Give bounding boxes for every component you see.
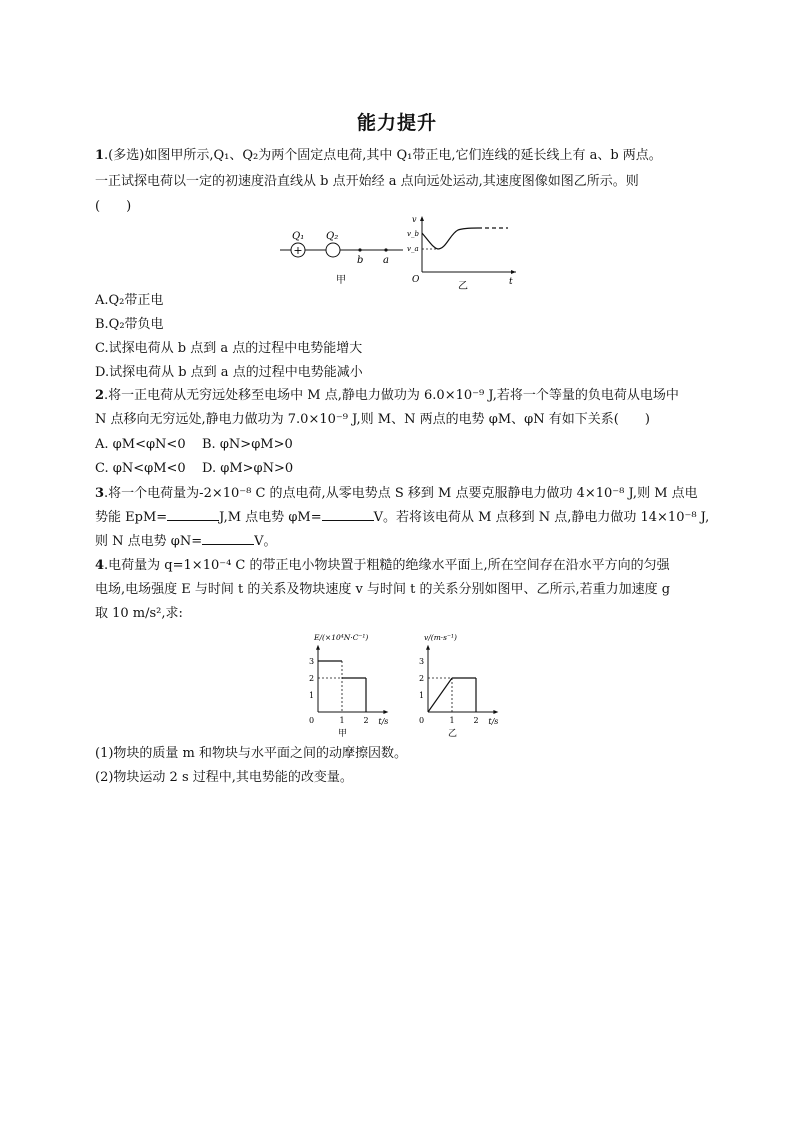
yi-ytick-3: 3 bbox=[419, 657, 425, 666]
yi-xtick-1: 1 bbox=[449, 716, 455, 725]
yi-ylabel: v/(m·s⁻¹) bbox=[424, 633, 457, 642]
q3-blank-phim[interactable] bbox=[322, 508, 374, 521]
q1-figure-jia bbox=[278, 225, 408, 290]
yi-vb-label: v_b bbox=[407, 230, 419, 238]
q2-option-b: B. φN>φM>0 bbox=[202, 437, 293, 452]
jia-caption: 甲 bbox=[338, 729, 348, 739]
yi-ytick-1: 1 bbox=[419, 691, 425, 700]
yi-ytick-2: 2 bbox=[419, 674, 425, 683]
q4-chart-yi bbox=[408, 630, 508, 740]
yi-xlabel: t/s bbox=[488, 717, 499, 726]
yi-caption: 乙 bbox=[448, 729, 458, 739]
q3-text1: .将一个电荷量为-2×10⁻⁸ C 的点电荷,从零电势点 S 移到 M 点要克服静电力做功 4×10⁻⁸ J,则 M 点电 bbox=[104, 486, 698, 501]
q2-option-c: C. φN<φM<0 bbox=[95, 461, 186, 476]
jia-ytick-1: 1 bbox=[309, 691, 315, 700]
q2-option-a: A. φM<φN<0 bbox=[95, 437, 186, 452]
q4-sub1: (1)物块的质量 m 和物块与水平面之间的动摩擦因数。 bbox=[95, 746, 408, 761]
jia-xtick-1: 1 bbox=[339, 716, 345, 725]
jia-ytick-2: 2 bbox=[309, 674, 315, 683]
page-title: 能力提升 bbox=[356, 112, 437, 134]
q3-line1 bbox=[95, 484, 698, 504]
q3-number: 3 bbox=[95, 486, 105, 501]
q4-chart-jia bbox=[298, 630, 398, 740]
q3-blank-phin[interactable] bbox=[202, 532, 254, 545]
q2-line1 bbox=[95, 386, 679, 406]
point-a bbox=[384, 248, 387, 251]
q4-text1: .电荷量为 q=1×10⁻⁴ C 的带正电小物块置于粗糙的绝缘水平面上,所在空间存在沿水平方向的匀强 bbox=[104, 558, 670, 573]
q2-text1: .将一正电荷从无穷远处移至电场中 M 点,静电力做功为 6.0×10⁻⁹ J,若将一个等量的负电荷从电场中 bbox=[104, 388, 679, 403]
q1-line2: 一正试探电荷以一定的初速度沿直线从 b 点开始经 a 点向远处运动,其速度图像如图乙所示。则 bbox=[95, 174, 639, 189]
q1-label: Q₁ bbox=[292, 231, 305, 242]
yi-va-label: v_a bbox=[407, 245, 419, 253]
q1-paren: ( ) bbox=[95, 199, 132, 214]
q3-blank-epm[interactable] bbox=[167, 508, 219, 521]
q1-option-a: A.Q₂带正电 bbox=[95, 293, 164, 308]
q4-line2: 电场,电场强度 E 与时间 t 的关系及物块速度 v 与时间 t 的关系分别如图甲、乙所示,若重力加速度 g bbox=[95, 582, 671, 597]
yi-segment-1 bbox=[428, 678, 452, 712]
q3-text3a: 则 N 点电势 φN= bbox=[95, 534, 203, 549]
q4-line1 bbox=[95, 556, 670, 576]
q2-line2: N 点移向无穷远处,静电力做功为 7.0×10⁻⁹ J,则 M、N 两点的电势 φM、φN 有如下关系( ) bbox=[95, 412, 650, 427]
q1-tag: .(多选) bbox=[104, 148, 145, 163]
a-label: a bbox=[383, 255, 389, 266]
q1-plus-sign: + bbox=[293, 244, 303, 257]
fig-jia-caption: 甲 bbox=[336, 275, 346, 286]
q3-text2c: V。若将该电荷从 M 点移到 N 点,静电力做功 14×10⁻⁸ J, bbox=[373, 510, 710, 525]
yi-velocity-curve bbox=[422, 228, 478, 249]
q1-figure-yi bbox=[402, 212, 522, 292]
q3-line2 bbox=[95, 508, 709, 528]
q2-number: 2 bbox=[95, 388, 105, 403]
q3-line3 bbox=[95, 532, 277, 552]
jia-xlabel: t/s bbox=[378, 717, 389, 726]
jia-xtick-0: 0 bbox=[309, 716, 315, 725]
q1-option-c: C.试探电荷从 b 点到 a 点的过程中电势能增大 bbox=[95, 341, 363, 356]
q2-option-d: D. φM>φN>0 bbox=[202, 461, 294, 476]
yi-v-label: v bbox=[412, 215, 417, 224]
q3-text3b: V。 bbox=[254, 534, 277, 549]
jia-x-arrow bbox=[383, 710, 388, 714]
q2-label: Q₂ bbox=[326, 231, 339, 242]
jia-ytick-3: 3 bbox=[309, 657, 315, 666]
b-label: b bbox=[357, 255, 364, 266]
jia-xtick-2: 2 bbox=[363, 716, 369, 725]
q1-option-d: D.试探电荷从 b 点到 a 点的过程中电势能减小 bbox=[95, 365, 363, 380]
yi-y-arrow bbox=[426, 645, 430, 650]
q1-text1: 如图甲所示,Q₁、Q₂为两个固定点电荷,其中 Q₁带正电,它们连线的延长线上有 a、b 两点。 bbox=[144, 148, 662, 163]
jia-ylabel: E/(×10⁴N·C⁻¹) bbox=[314, 633, 369, 642]
point-b bbox=[358, 248, 361, 251]
q1-number: 1 bbox=[95, 148, 105, 163]
q4-number: 4 bbox=[95, 558, 105, 573]
q4-line3: 取 10 m/s²,求: bbox=[95, 606, 183, 621]
yi-xtick-0: 0 bbox=[419, 716, 425, 725]
yi-origin-label: O bbox=[412, 275, 420, 285]
yi-x-arrow bbox=[493, 710, 498, 714]
jia-y-arrow bbox=[316, 645, 320, 650]
q4-sub2: (2)物块运动 2 s 过程中,其电势能的改变量。 bbox=[95, 770, 353, 785]
q3-text2b: J,M 点电势 φM= bbox=[219, 510, 322, 525]
q3-text2a: 势能 EpM= bbox=[95, 510, 168, 525]
q1-line1 bbox=[95, 146, 662, 166]
yi-xtick-2: 2 bbox=[473, 716, 479, 725]
q2-charge-circle bbox=[326, 243, 340, 257]
yi-t-label: t bbox=[509, 277, 513, 287]
q1-option-b: B.Q₂带负电 bbox=[95, 317, 164, 332]
fig-yi-caption: 乙 bbox=[458, 281, 468, 292]
